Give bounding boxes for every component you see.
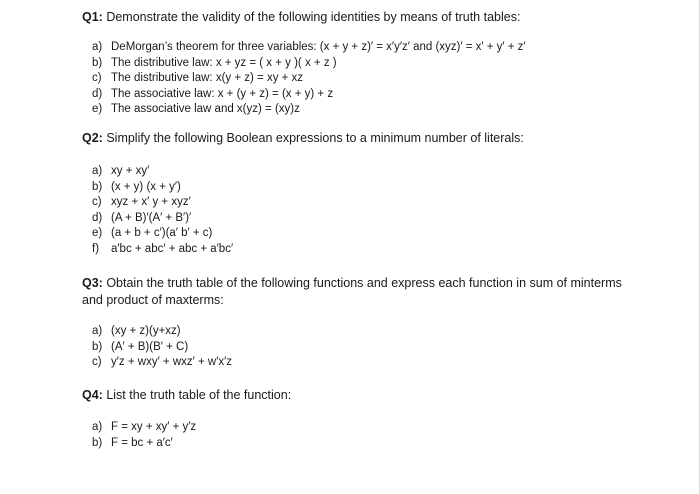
list-item: a) DeMorgan’s theorem for three variables: (x + y + z)′ = x′y′z′ and (xyz)′ = x′ + y′ + z′ [92, 41, 526, 53]
list-item: f) a′bc + abc′ + abc + a′bc′ [92, 242, 234, 255]
q2-number: Q2: [82, 131, 103, 145]
list-item: d) The associative law: x + (y + z) = (x + y) + z [92, 87, 334, 100]
list-item: a) F = xy + xy′ + y′z [92, 421, 197, 433]
q2-heading [82, 130, 642, 147]
q4-heading [82, 387, 642, 404]
q1-heading [82, 9, 642, 26]
q4-list [92, 420, 652, 451]
q3-prompt: Obtain the truth table of the following functions and express each function in sum of minterms and product of maxterms: [82, 276, 622, 307]
list-item: c) The distributive law: x(y + z) = xy + xz [92, 72, 304, 85]
list-item: c) xyz + x′ y + xyz′ [92, 196, 191, 209]
q2-list [92, 164, 652, 258]
list-item: b) The distributive law: x + yz = ( x + y )( x + z ) [92, 56, 337, 69]
q3-number: Q3: [82, 276, 103, 290]
q1-prompt: Demonstrate the validity of the following identities by means of truth tables: [106, 10, 521, 24]
q2-prompt: Simplify the following Boolean expressions to a minimum number of literals: [106, 131, 524, 145]
list-item: d) (A + B)′(A′ + B′)′ [92, 211, 192, 224]
list-item: b) (x + y) (x + y′) [92, 180, 181, 193]
q1-number: Q1: [82, 10, 103, 24]
list-item: c) y′z + wxy′ + wxz′ + w′x′z [92, 356, 233, 369]
list-item: b) (A′ + B)(B′ + C) [92, 340, 189, 353]
list-item: a) (xy + z)(y+xz) [92, 325, 181, 337]
list-item: a) xy + xy′ [92, 165, 150, 177]
q4-prompt: List the truth table of the function: [106, 388, 292, 402]
q3-list [92, 324, 652, 371]
q3-heading [82, 275, 642, 309]
list-item: e) The associative law and x(yz) = (xy)z [92, 103, 300, 116]
list-item: b) F = bc + a′c′ [92, 436, 173, 449]
q1-list [92, 40, 652, 118]
q4-number: Q4: [82, 388, 103, 402]
list-item: e) (a + b + c′)(a′ b′ + c) [92, 227, 213, 240]
